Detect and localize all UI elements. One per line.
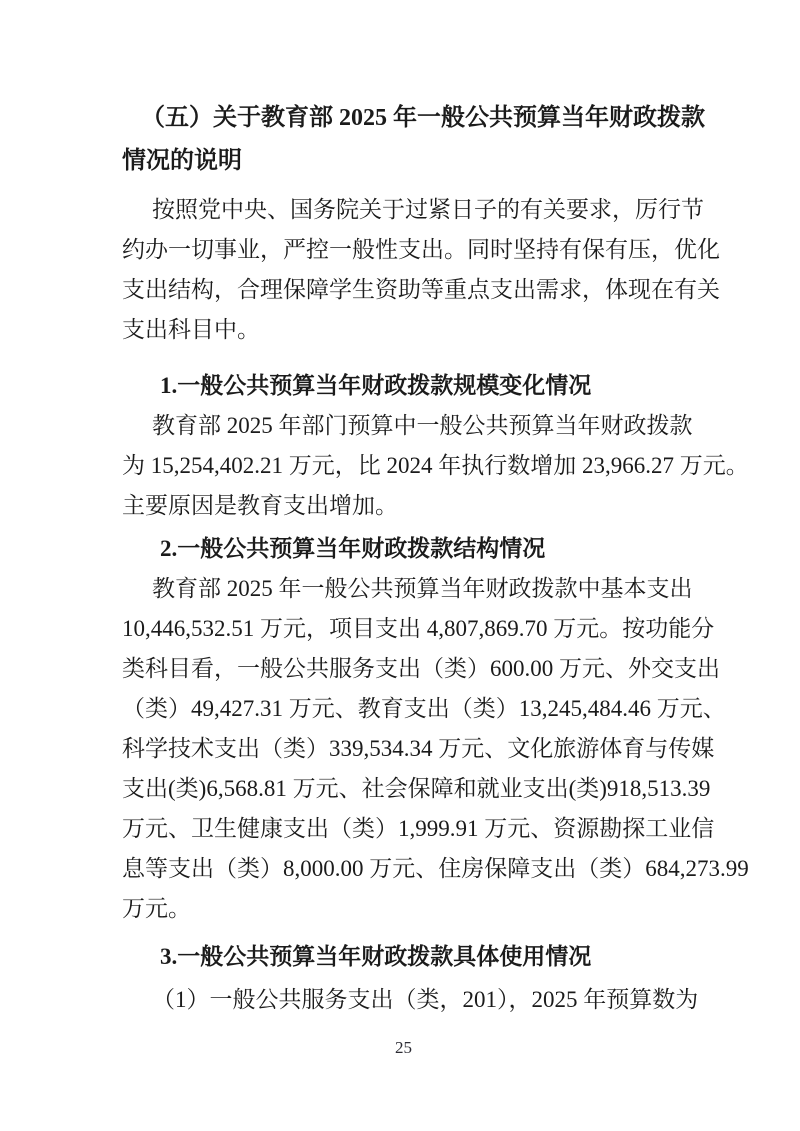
paragraph-line: 10,446,532.51 万元，项目支出 4,807,869.70 万元。按功能分 <box>122 616 715 641</box>
scale-change-paragraph <box>122 406 749 526</box>
heading-line: 2.一般公共预算当年财政拨款结构情况 <box>160 536 546 561</box>
paragraph-line: 主要原因是教育支出增加。 <box>122 493 398 518</box>
intro-paragraph <box>122 190 720 350</box>
paragraph-line: （1）一般公共服务支出（类，201），2025 年预算数为 <box>152 987 699 1012</box>
numbered-heading-1 <box>122 366 685 406</box>
document-content <box>122 97 749 1020</box>
paragraph-line: 息等支出（类）8,000.00 万元、住房保障支出（类）684,273.99 <box>122 856 749 881</box>
section-title <box>122 97 705 183</box>
title-line-2: 情况的说明 <box>122 148 242 174</box>
paragraph-line: 万元、卫生健康支出（类）1,999.91 万元、资源勘探工业信 <box>122 816 715 841</box>
page-number: 25 <box>395 1038 412 1057</box>
paragraph-line: 教育部 2025 年部门预算中一般公共预算当年财政拨款 <box>152 413 693 438</box>
paragraph-line: 教育部 2025 年一般公共预算当年财政拨款中基本支出 <box>152 576 693 601</box>
heading-line: 1.一般公共预算当年财政拨款规模变化情况 <box>160 373 592 398</box>
paragraph-line: 科学技术支出（类）339,534.34 万元、文化旅游体育与传媒 <box>122 736 715 761</box>
paragraph-line: 万元。 <box>122 896 191 921</box>
paragraph-line: 按照党中央、国务院关于过紧日子的有关要求，厉行节 <box>152 197 704 222</box>
paragraph-line: （类）49,427.31 万元、教育支出（类）13,245,484.46 万元、 <box>122 696 726 721</box>
usage-paragraph <box>122 980 699 1020</box>
numbered-heading-2 <box>122 529 685 569</box>
paragraph-line: 支出科目中。 <box>122 317 260 342</box>
structure-paragraph <box>122 569 749 929</box>
title-line-1: （五）关于教育部 2025 年一般公共预算当年财政拨款 <box>141 105 705 131</box>
paragraph-line: 为 15,254,402.21 万元，比 2024 年执行数增加 23,966.27 万元。 <box>122 453 749 478</box>
heading-line: 3.一般公共预算当年财政拨款具体使用情况 <box>160 944 592 969</box>
paragraph-line: 支出(类)6,568.81 万元、社会保障和就业支出(类)918,513.39 <box>122 776 711 801</box>
paragraph-line: 类科目看，一般公共服务支出（类）600.00 万元、外交支出 <box>122 656 720 681</box>
numbered-heading-3 <box>122 937 685 977</box>
paragraph-line: 约办一切事业，严控一般性支出。同时坚持有保有压，优化 <box>122 237 720 262</box>
paragraph-line: 支出结构，合理保障学生资助等重点支出需求，体现在有关 <box>122 277 720 302</box>
